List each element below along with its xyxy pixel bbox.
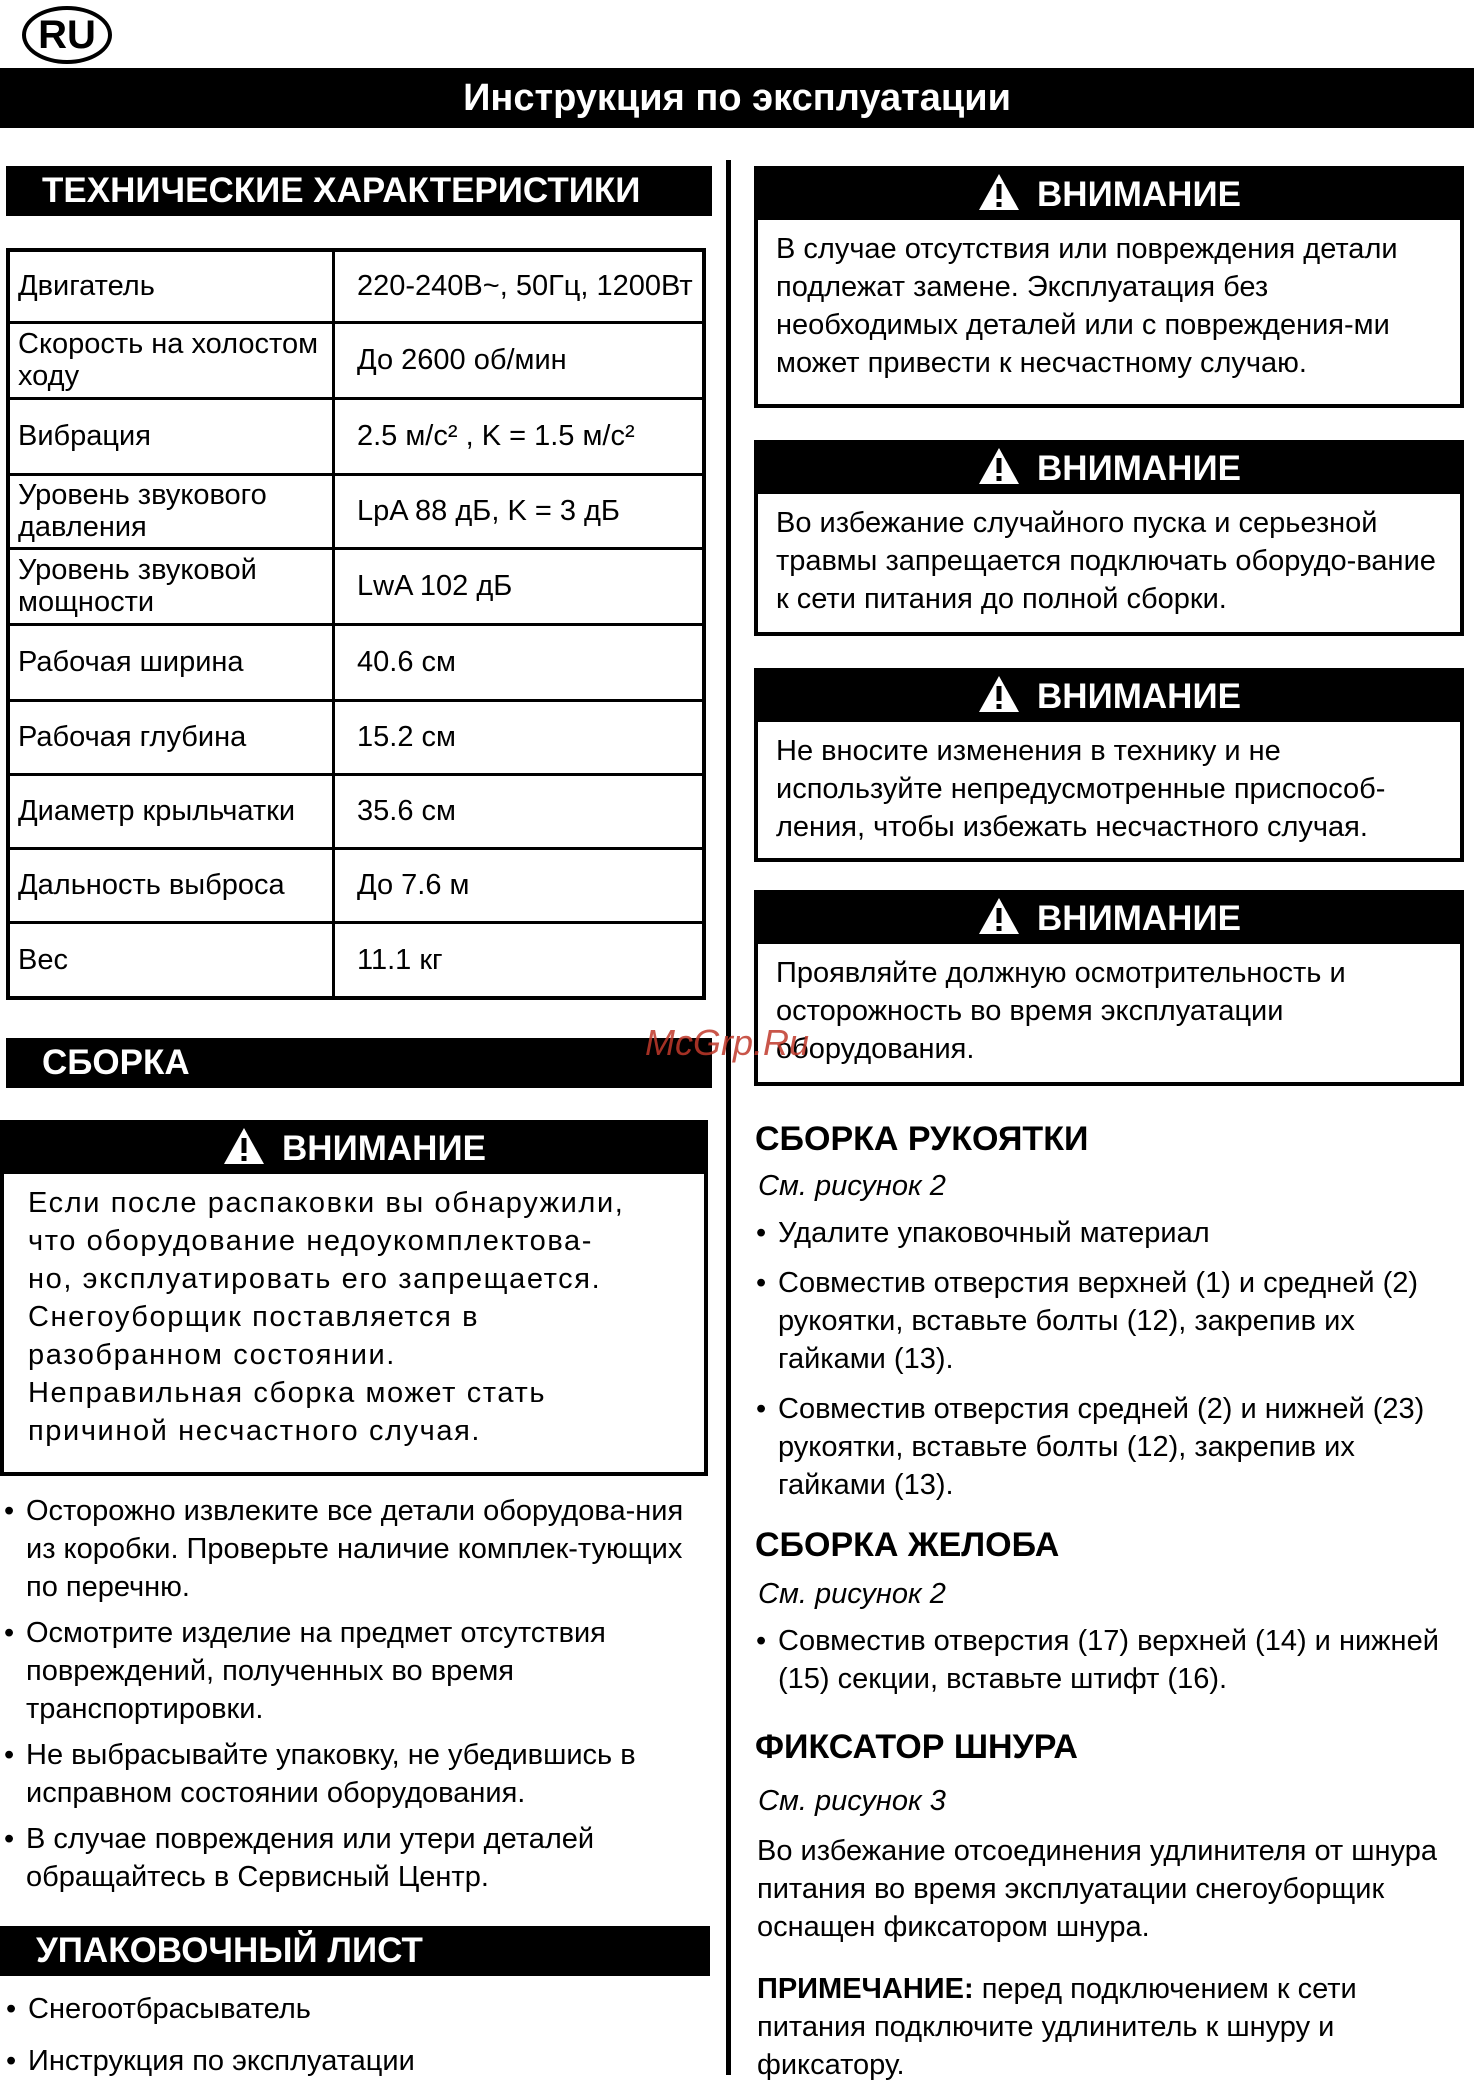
warning-line: причиной несчастного случая.: [28, 1415, 482, 1447]
chute-bullets: [756, 1622, 1456, 1706]
list-item: • Снегоотбрасыватель: [6, 1990, 706, 2028]
spec-label: Вес: [8, 922, 334, 998]
warning-text: В случае отсутствия или повреждения детали подлежат замене. Эксплуатация без необходимых деталей или с повреждения-ми может привести к несчастному случаю.: [776, 233, 1398, 379]
assembly-bullets: [4, 1492, 704, 1904]
chute-figure-ref: См. рисунок 2: [758, 1578, 946, 1610]
spec-label: Рабочая глубина: [8, 700, 334, 774]
handle-bullets: [756, 1214, 1456, 1512]
warning-text: Во избежание случайного пуска и серьезной травмы запрещается подключать оборудо-вание к сети питания до полной сборки.: [776, 507, 1436, 615]
packing-heading: УПАКОВОЧНЫЙ ЛИСТ: [0, 1926, 710, 1976]
warning-box-3: [754, 668, 1464, 862]
cord-text: Во избежание отсоединения удлинителя от шнура питания во время эксплуатации снегоуборщик оснащен фиксатором шнура.: [757, 1835, 1437, 1943]
table-row: [8, 474, 704, 548]
spec-label: Уровень звуковой мощности: [8, 548, 334, 624]
warning-icon: [222, 1126, 266, 1166]
warning-title: ВНИМАНИЕ: [1037, 899, 1241, 938]
list-item: • Осторожно извлеките все детали оборудова-ния из коробки. Проверьте наличие комплек-тующих по перечню.: [4, 1492, 704, 1606]
specs-table: [6, 248, 706, 1000]
warning-header: [758, 444, 1460, 494]
warning-box-4: [754, 890, 1464, 1086]
list-item: • Совместив отверстия (17) верхней (14) и нижней (15) секции, вставьте штифт (16).: [756, 1622, 1456, 1698]
warning-box-2: [754, 440, 1464, 636]
language-badge: RU: [22, 6, 112, 64]
warning-title: ВНИМАНИЕ: [1037, 677, 1241, 716]
table-row: [8, 548, 704, 624]
list-item: • В случае повреждения или утери деталей обращайтесь в Сервисный Центр.: [4, 1820, 704, 1896]
warning-icon: [977, 896, 1021, 936]
cord-note: [757, 1970, 1457, 2084]
list-item: • Инструкция по эксплуатации: [6, 2042, 706, 2080]
spec-label: Дальность выброса: [8, 848, 334, 922]
specs-heading: ТЕХНИЧЕСКИЕ ХАРАКТЕРИСТИКИ: [6, 166, 712, 216]
spec-value: 15.2 см: [334, 700, 705, 774]
table-row: [8, 624, 704, 700]
warning-title: ВНИМАНИЕ: [282, 1129, 486, 1168]
handle-heading: СБОРКА РУКОЯТКИ: [755, 1120, 1089, 1158]
warning-line: Снегоуборщик поставляется в: [28, 1301, 480, 1333]
warning-line: Неправильная сборка может стать: [28, 1377, 547, 1409]
table-row: [8, 700, 704, 774]
warning-text: Не вносите изменения в технику и не используйте непредусмотренные приспособ-ления, чтобы избежать несчастного случая.: [776, 735, 1386, 843]
handle-figure-ref: См. рисунок 2: [758, 1170, 946, 1202]
warning-header: [4, 1124, 704, 1174]
warning-line: что оборудование недоукомплектова-: [28, 1225, 594, 1257]
warning-header: [758, 894, 1460, 944]
table-row: [8, 922, 704, 998]
spec-label: Рабочая ширина: [8, 624, 334, 700]
packing-list: [6, 1990, 706, 2088]
warning-box-1: [754, 166, 1464, 408]
warning-line: разобранном состоянии.: [28, 1339, 396, 1371]
table-row: [8, 848, 704, 922]
spec-value: До 2600 об/мин: [334, 322, 705, 398]
list-item: • Совместив отверстия средней (2) и нижней (23) рукоятки, вставьте болты (12), закрепив их гайками (13).: [756, 1390, 1456, 1504]
spec-label: Двигатель: [8, 250, 334, 322]
list-item: • Совместив отверстия верхней (1) и средней (2) рукоятки, вставьте болты (12), закрепив их гайками (13).: [756, 1264, 1456, 1378]
note-label: ПРИМЕЧАНИЕ:: [757, 1973, 974, 2005]
warning-title: ВНИМАНИЕ: [1037, 449, 1241, 488]
list-item: • Не выбрасывайте упаковку, не убедившись в исправном состоянии оборудования.: [4, 1736, 704, 1812]
spec-value: LwA 102 дБ: [334, 548, 705, 624]
table-row: [8, 322, 704, 398]
note-text: перед подключением к сети питания подключите удлинитель к шнуру и фиксатору.: [757, 1973, 1357, 2081]
spec-value: 40.6 см: [334, 624, 705, 700]
warning-header: [758, 672, 1460, 722]
table-row: [8, 774, 704, 848]
table-row: [8, 250, 704, 322]
spec-value: 11.1 кг: [334, 922, 705, 998]
assembly-warning: [0, 1120, 708, 1476]
cord-figure-ref: См. рисунок 3: [758, 1785, 946, 1817]
warning-text: [4, 1174, 704, 1450]
warning-text: Проявляйте должную осмотрительность и осторожность во время эксплуатации оборудования.: [776, 957, 1346, 1065]
spec-value: LpA 88 дБ, K = 3 дБ: [334, 474, 705, 548]
warning-icon: [977, 446, 1021, 486]
spec-label: Вибрация: [8, 398, 334, 474]
spec-value: 220-240В~, 50Гц, 1200Вт: [334, 250, 705, 322]
warning-line: Если после распаковки вы обнаружили,: [28, 1187, 625, 1219]
spec-label: Диаметр крыльчатки: [8, 774, 334, 848]
list-item: • Удалите упаковочный материал: [756, 1214, 1456, 1252]
assembly-heading: СБОРКА: [6, 1038, 712, 1088]
spec-label: Уровень звукового давления: [8, 474, 334, 548]
table-row: [8, 398, 704, 474]
spec-value: 35.6 см: [334, 774, 705, 848]
list-item: • Осмотрите изделие на предмет отсутствия повреждений, полученных во время транспортировки.: [4, 1614, 704, 1728]
warning-header: [758, 170, 1460, 220]
watermark: McGrp.Ru: [645, 1022, 810, 1063]
spec-label: Скорость на холостом ходу: [8, 322, 334, 398]
warning-icon: [977, 172, 1021, 212]
warning-line: но, эксплуатировать его запрещается.: [28, 1263, 602, 1295]
warning-title: ВНИМАНИЕ: [1037, 175, 1241, 214]
spec-value: До 7.6 м: [334, 848, 705, 922]
column-divider: [726, 160, 731, 2075]
cord-heading: ФИКСАТОР ШНУРА: [755, 1728, 1078, 1766]
page-title: Инструкция по эксплуатации: [0, 68, 1474, 128]
spec-value: 2.5 м/с² , K = 1.5 м/с²: [334, 398, 705, 474]
warning-icon: [977, 674, 1021, 714]
chute-heading: СБОРКА ЖЕЛОБА: [755, 1526, 1060, 1564]
